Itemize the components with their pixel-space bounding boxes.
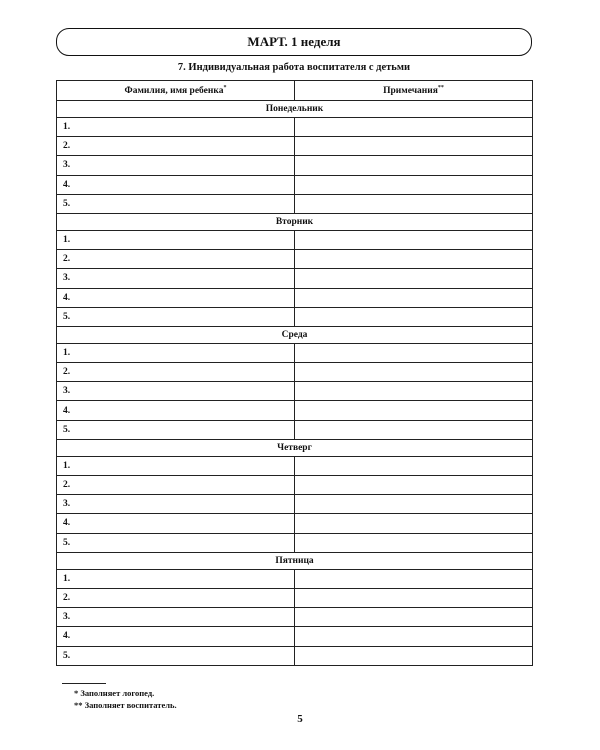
page-header-title: МАРТ. 1 неделя <box>247 34 341 49</box>
notes-cell[interactable] <box>295 476 533 495</box>
footnote-1: * Заполняет логопед. <box>74 688 155 698</box>
footnote-divider <box>62 683 106 684</box>
table-header-row <box>57 81 533 101</box>
notes-cell[interactable] <box>295 420 533 439</box>
notes-cell[interactable] <box>295 156 533 175</box>
day-header-row <box>57 101 533 118</box>
child-name-cell[interactable]: 1. <box>57 230 295 249</box>
table-row <box>57 588 533 607</box>
day-name: Четверг <box>57 439 533 456</box>
column-header-notes: Примечания** <box>295 81 533 101</box>
day-header-row <box>57 439 533 456</box>
notes-cell[interactable] <box>295 569 533 588</box>
child-name-cell[interactable]: 5. <box>57 307 295 326</box>
table-row <box>57 401 533 420</box>
table-row <box>57 495 533 514</box>
child-name-cell[interactable]: 1. <box>57 118 295 137</box>
table-row <box>57 269 533 288</box>
table-row <box>57 514 533 533</box>
table-row <box>57 569 533 588</box>
child-name-cell[interactable]: 1. <box>57 343 295 362</box>
table-row <box>57 608 533 627</box>
child-name-cell[interactable]: 2. <box>57 137 295 156</box>
child-name-cell[interactable]: 4. <box>57 401 295 420</box>
child-name-cell[interactable]: 5. <box>57 194 295 213</box>
notes-cell[interactable] <box>295 495 533 514</box>
table-row <box>57 137 533 156</box>
notes-cell[interactable] <box>295 194 533 213</box>
child-name-cell[interactable]: 3. <box>57 269 295 288</box>
child-name-cell[interactable]: 3. <box>57 382 295 401</box>
notes-cell[interactable] <box>295 288 533 307</box>
table-row <box>57 175 533 194</box>
child-name-cell[interactable]: 5. <box>57 646 295 665</box>
notes-cell[interactable] <box>295 627 533 646</box>
child-name-cell[interactable]: 1. <box>57 456 295 475</box>
day-name: Вторник <box>57 213 533 230</box>
table-row <box>57 343 533 362</box>
table-row <box>57 230 533 249</box>
table-row <box>57 250 533 269</box>
notes-cell[interactable] <box>295 137 533 156</box>
page-number: 5 <box>297 713 303 725</box>
notes-cell[interactable] <box>295 343 533 362</box>
table-row <box>57 456 533 475</box>
child-name-cell[interactable]: 4. <box>57 175 295 194</box>
day-header-row <box>57 326 533 343</box>
table-row <box>57 646 533 665</box>
table-body <box>57 101 533 666</box>
table-row <box>57 307 533 326</box>
notes-cell[interactable] <box>295 363 533 382</box>
column-header-child-name: Фамилия, имя ребенка* <box>57 81 295 101</box>
notes-cell[interactable] <box>295 382 533 401</box>
child-name-cell[interactable]: 4. <box>57 514 295 533</box>
table-row <box>57 363 533 382</box>
notes-cell[interactable] <box>295 514 533 533</box>
child-name-cell[interactable]: 1. <box>57 569 295 588</box>
child-name-cell[interactable]: 5. <box>57 420 295 439</box>
child-name-cell[interactable]: 2. <box>57 250 295 269</box>
day-name: Пятница <box>57 552 533 569</box>
day-name: Среда <box>57 326 533 343</box>
child-name-cell[interactable]: 4. <box>57 627 295 646</box>
notes-cell[interactable] <box>295 230 533 249</box>
child-name-cell[interactable]: 3. <box>57 495 295 514</box>
notes-cell[interactable] <box>295 250 533 269</box>
notes-cell[interactable] <box>295 608 533 627</box>
table-row <box>57 288 533 307</box>
child-name-cell[interactable]: 5. <box>57 533 295 552</box>
table-row <box>57 156 533 175</box>
child-name-cell[interactable]: 3. <box>57 608 295 627</box>
work-table <box>56 80 533 666</box>
notes-cell[interactable] <box>295 646 533 665</box>
child-name-cell[interactable]: 2. <box>57 588 295 607</box>
day-header-row <box>57 552 533 569</box>
day-header-row <box>57 213 533 230</box>
notes-cell[interactable] <box>295 533 533 552</box>
child-name-cell[interactable]: 4. <box>57 288 295 307</box>
child-name-cell[interactable]: 3. <box>57 156 295 175</box>
table-row <box>57 420 533 439</box>
child-name-cell[interactable]: 2. <box>57 476 295 495</box>
table-row <box>57 533 533 552</box>
section-title: 7. Индивидуальная работа воспитателя с детьми <box>177 62 411 73</box>
notes-cell[interactable] <box>295 118 533 137</box>
page-header-box <box>56 28 532 56</box>
table-row <box>57 627 533 646</box>
table-row <box>57 118 533 137</box>
table-row <box>57 476 533 495</box>
notes-cell[interactable] <box>295 456 533 475</box>
table-row <box>57 382 533 401</box>
notes-cell[interactable] <box>295 401 533 420</box>
notes-cell[interactable] <box>295 588 533 607</box>
notes-cell[interactable] <box>295 307 533 326</box>
footnote-2: ** Заполняет воспитатель. <box>74 700 177 710</box>
notes-cell[interactable] <box>295 175 533 194</box>
table-row <box>57 194 533 213</box>
notes-cell[interactable] <box>295 269 533 288</box>
day-name: Понедельник <box>57 101 533 118</box>
child-name-cell[interactable]: 2. <box>57 363 295 382</box>
